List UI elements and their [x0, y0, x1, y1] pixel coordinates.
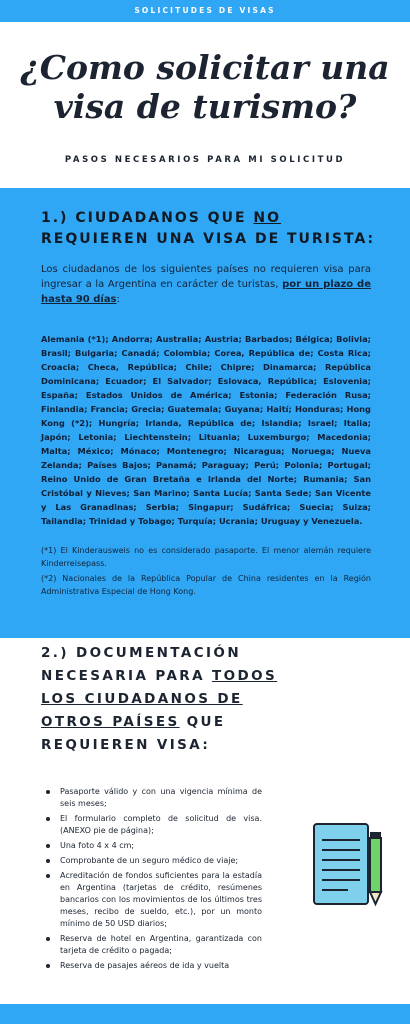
pencil-body	[370, 838, 381, 892]
footnote-1: (*1) El Kinderausweis no es considerado pasaporte. El menor alemán requiere Kinderreisepass.	[41, 546, 371, 568]
list-item: El formulario completo de solicitud de visa. (ANEXO pie de página);	[46, 813, 262, 837]
footnote-2: (*2) Nacionales de la República Popular de China residentes en la Región Administrativa Especial de Hong Kong.	[41, 574, 371, 596]
page-title: ¿Como solicitar una visa de turismo?	[20, 48, 390, 126]
page-subtitle: PASOS NECESARIOS PARA MI SOLICITUD	[64, 155, 346, 165]
requirements-list	[46, 786, 262, 975]
section1-heading-post: REQUIEREN UNA VISA DE TURISTA:	[41, 231, 376, 247]
intro-end: :	[116, 294, 120, 305]
section1-heading-pre: 1.) CIUDADANOS QUE	[41, 210, 254, 226]
list-item: Reserva de pasajes aéreos de ida y vuelta	[46, 960, 262, 972]
document-paper	[314, 824, 368, 904]
intro-emph: por un plazo de hasta 90 días	[41, 279, 371, 305]
list-item: Comprobante de un seguro médico de viaje;	[46, 855, 262, 867]
pencil-eraser	[370, 832, 381, 839]
list-item: Acreditación de fondos suficientes para la estadía en Argentina (tarjetas de crédito, resúmenes bancarios con los movimientos de los últimos tres meses, recibo de sueldo, etc.), por un monto mínimo de 50 USD diarios;	[46, 870, 262, 930]
list-item: Pasaporte válido y con una vigencia mínima de seis meses;	[46, 786, 262, 810]
section1-intro	[41, 262, 371, 307]
section2-heading-emph: TODOS LOS CIUDADANOS DE OTROS PAÍSES	[41, 668, 278, 730]
section1-heading-emph: NO	[253, 210, 282, 226]
countries-list: Alemania (*1); Andorra; Australia; Austria; Barbados; Bélgica; Bolivia; Brasil; Bulgaria; Canadá; Colombia; Corea, República de; Costa Rica; Croacia; Checa, República; Chile; Chipre; Dinamarca; República Dominicana; Ecuador; El Salvador; Eslovaca, República; Eslovenia; España; Estados Unidos de América; Estonia; Federación Rusa; Finlandia; Francia; Grecia; Guatemala; Guyana; Haití; Honduras; Hong Kong (*2); Hungría; Irlanda, República de; Islandia; Israel; Italia; Japón; Letonia; Liechtenstein; Lituania; Luxemburgo; Macedonia; Malta; México; Mónaco; Montenegro; Nicaragua; Noruega; Nueva Zelanda; Países Bajos; Panamá; Paraguay; Perú; Polonia; Portugal; Reino Unido de Gran Bretaña e Irlanda del Norte; Rumania; San Cristóbal y Nieves; San Marino; Santa Lucía; Santa Sede; San Vicente y Las Granadinas; Serbia; Singapur; Sudáfrica; Suecia; Suiza; Tailandia; Trinidad y Tobago; Turquía; Ucrania; Uruguay y Venezuela.	[41, 334, 371, 526]
section2-heading-pre: 2.) DOCUMENTACIÓN NECESARIA PARA	[41, 645, 242, 684]
list-item: Reserva de hotel en Argentina, garantizada con tarjeta de crédito o pagada;	[46, 933, 262, 957]
section1-heading	[41, 208, 381, 250]
top-banner: SOLICITUDES DE VISAS	[0, 0, 410, 22]
section2-heading	[41, 642, 281, 757]
list-item: Una foto 4 x 4 cm;	[46, 840, 262, 852]
section2-heading-post: QUE REQUIEREN VISA:	[41, 714, 226, 753]
document-with-pencil-icon	[308, 818, 388, 910]
intro-text: Los ciudadanos de los siguientes países no requieren visa para ingresar a la Argentina en carácter de turistas,	[41, 264, 371, 290]
bottom-banner	[0, 1004, 410, 1024]
pencil-tip	[370, 892, 381, 904]
